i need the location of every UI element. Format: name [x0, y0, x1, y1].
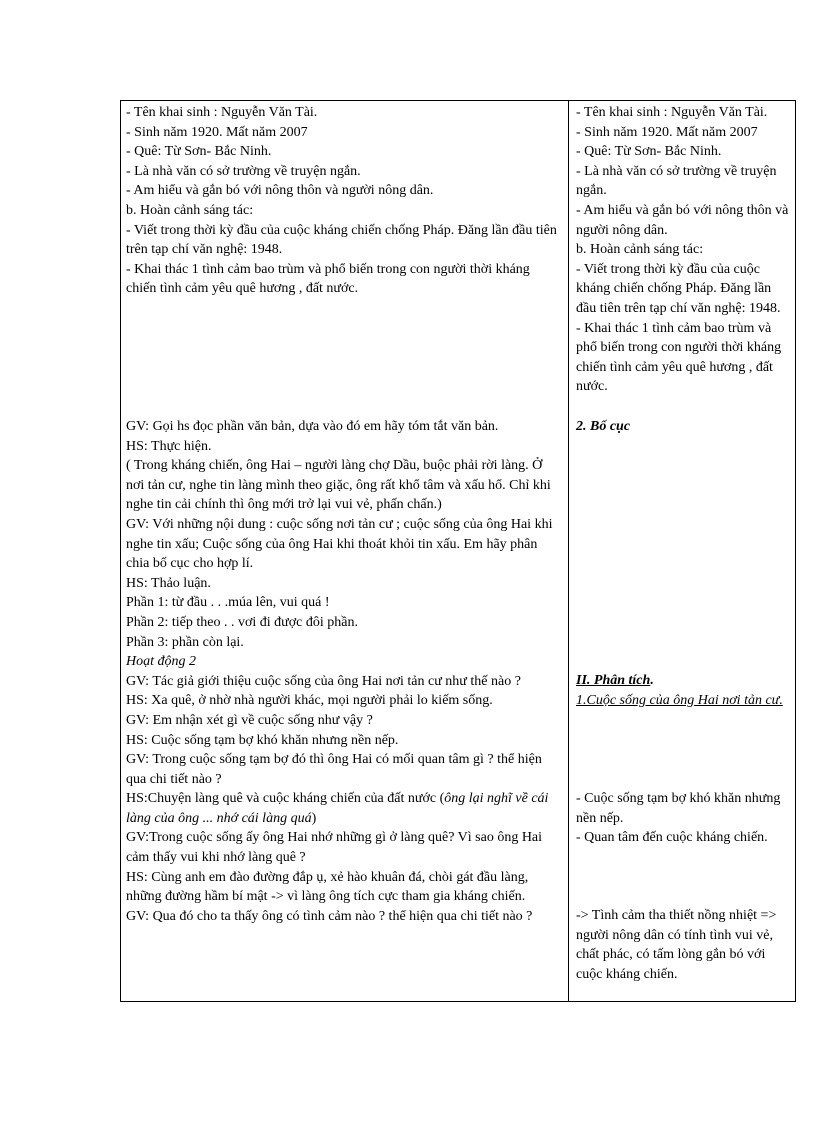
section-heading: 2. Bố cục — [576, 419, 631, 434]
right-line: - Viết trong thời kỳ đầu của cuộc kháng chiến chống Pháp. Đăng lần đầu tiên trên tạp chí văn nghệ: 1948. — [576, 261, 781, 316]
right-line: -> Tình cảm tha thiết nồng nhiệt => người nông dân có tính tình vui vẻ, chất phác, có tấm lòng gắn bó với cuộc kháng chiến. — [576, 908, 777, 982]
left-paragraph: GV: Qua đó cho ta thấy ông có tình cảm nào ? thể hiện qua chi tiết nào ? — [126, 908, 533, 924]
left-paragraph: Phần 1: từ đầu . . .múa lên, vui quá ! — [126, 595, 330, 611]
right-line: - Khai thác 1 tình cảm bao trùm và phổ biến trong con người thời kháng chiến tình cảm yêu quê hương , đất nước. — [576, 320, 782, 395]
left-mid-section — [126, 417, 562, 926]
answer-text: HS:Chuyện làng quê và cuộc kháng chiến của đất nước ( — [126, 791, 445, 807]
right-mid-section — [576, 417, 792, 437]
left-paragraph: HS: Thảo luận. — [126, 575, 211, 591]
left-line: - Sinh năm 1920. Mất năm 2007 — [126, 124, 308, 140]
left-paragraph: - Viết trong thời kỳ đầu của cuộc kháng chiến chống Pháp. Đăng lần đầu tiên trên tạp chí văn nghệ: 1948. — [126, 222, 557, 258]
left-paragraph: ( Trong kháng chiến, ông Hai – người làng chợ Dầu, buộc phải rời làng. Ở nơi tản cư, nghe tin làng mình theo giặc, ông rất khổ tâm và xấu hổ. Chỉ khi nghe tin cải chính thì ông mới trở lại vui vẻ, phấn chấn.) — [126, 458, 551, 513]
right-notes-2 — [576, 906, 792, 984]
column-divider — [568, 100, 569, 1002]
left-paragraph: HS: Cùng anh em đào đường đắp ụ, xẻ hào khuân đá, chòi gát đầu làng, những đường hầm bí mật -> vì làng ông tích cực tham gia kháng chiến. — [126, 869, 529, 905]
left-line: - Là nhà văn có sở trường về truyện ngắn. — [126, 163, 361, 179]
right-line: - Quê: Từ Sơn- Bắc Ninh. — [576, 144, 722, 160]
left-top-section — [126, 103, 562, 299]
left-line: - Quê: Từ Sơn- Bắc Ninh. — [126, 144, 272, 160]
answer-quote: ông lại nghĩ về cái làng của ông ... nhớ cái làng quá — [126, 791, 549, 826]
left-line: - Tên khai sinh : Nguyễn Văn Tài. — [126, 105, 318, 120]
left-paragraph: GV: Trong cuộc sống tạm bợ đó thì ông Hai có mối quan tâm gì ? thể hiện qua chi tiết nào ? — [126, 752, 542, 787]
analysis-heading — [576, 671, 792, 691]
right-line: - Cuộc sống tạm bợ khó khăn nhưng nền nếp. — [576, 791, 781, 826]
answer-close: ) — [311, 810, 317, 826]
right-top-section — [576, 103, 792, 397]
right-line: - Tên khai sinh : Nguyễn Văn Tài. — [576, 105, 768, 120]
left-paragraph: GV:Trong cuộc sống ấy ông Hai nhớ những gì ở làng quê? Vì sao ông Hai cảm thấy vui khi nhớ làng quê ? — [126, 830, 543, 866]
right-line: b. Hoàn cảnh sáng tác: — [576, 242, 704, 258]
right-bottom-section — [576, 671, 792, 710]
left-paragraph: GV: Gọi hs đọc phần văn bản, dựa vào đó em hãy tóm tắt văn bản. — [126, 419, 499, 434]
right-notes-1 — [576, 789, 792, 848]
left-line: b. Hoàn cảnh sáng tác: — [126, 202, 254, 218]
left-paragraph: Phần 3: phần còn lại. — [126, 634, 244, 650]
left-paragraph: - Khai thác 1 tình cảm bao trùm và phổ biến trong con người thời kháng chiến tình cảm yêu quê hương , đất nước. — [126, 261, 530, 297]
right-line: - Sinh năm 1920. Mất năm 2007 — [576, 124, 758, 140]
left-paragraph: GV: Em nhận xét gì về cuộc sống như vậy ? — [126, 712, 373, 728]
left-paragraph — [126, 789, 562, 828]
left-paragraph: HS: Cuộc sống tạm bợ khó khăn nhưng nền nếp. — [126, 732, 399, 748]
left-paragraph: GV: Tác giả giới thiệu cuộc sống của ông Hai nơi tản cư như thế nào ? — [126, 673, 521, 689]
right-line: - Là nhà văn có sở trường về truyện ngắn. — [576, 163, 777, 199]
left-paragraph: GV: Với những nội dung : cuộc sống nơi tản cư ; cuộc sống của ông Hai khi nghe tin xấu; Cuộc sống của ông Hai khi thoát khỏi tin xấu. Em hãy phân chia bố cục cho hợp lí. — [126, 516, 553, 572]
right-line: - Quan tâm đến cuộc kháng chiến. — [576, 830, 768, 846]
analysis-heading-dot: . — [650, 673, 654, 688]
activity-label: Hoạt động 2 — [126, 654, 196, 670]
left-line: - Am hiểu và gắn bó với nông thôn và người nông dân. — [126, 183, 434, 199]
right-line: - Am hiểu và gắn bó với nông thôn và người nông dân. — [576, 202, 789, 238]
left-paragraph: HS: Xa quê, ở nhờ nhà người khác, mọi người phải lo kiếm sống. — [126, 693, 493, 709]
analysis-heading-text: II. Phân tích — [576, 673, 651, 688]
analysis-subheading: 1.Cuộc sống của ông Hai nơi tản cư. — [576, 692, 783, 708]
left-paragraph: HS: Thực hiện. — [126, 438, 212, 454]
left-paragraph: Phần 2: tiếp theo . . vơi đi được đôi phần. — [126, 614, 358, 630]
